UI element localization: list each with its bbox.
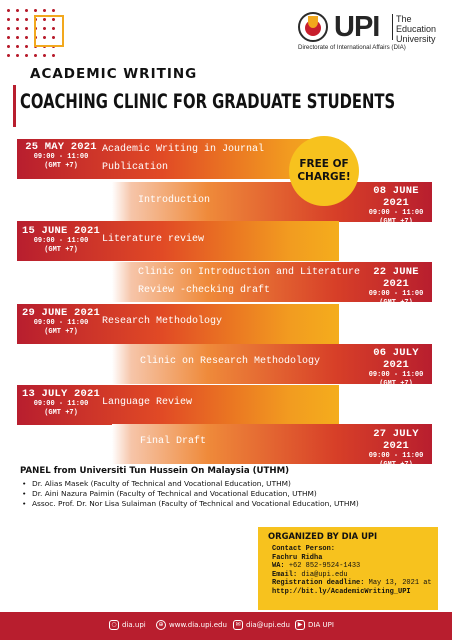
session-date-1: 25 MAY 2021 09:00 - 11:00 (GMT +7) (25, 141, 97, 170)
session-topic-1: Academic Writing in Journal Publication (102, 144, 265, 173)
youtube-icon: ▶ (295, 620, 305, 630)
session-date-2: 08 JUNE 2021 09:00 - 11:00 (GMT +7) (368, 185, 424, 226)
organizer-title: ORGANIZED BY DIA UPI (268, 531, 378, 541)
heading-top: ACADEMIC WRITING (30, 66, 198, 82)
session-date-7: 13 JULY 2021 09:00 - 11:00 (GMT +7) (22, 388, 101, 417)
session-date-3: 15 JUNE 2021 09:00 - 11:00 (GMT +7) (22, 225, 101, 254)
session-topic-4: Clinic on Introduction and Literature Review -checking draft (138, 267, 361, 296)
session-topic-2: Introduction (138, 195, 211, 206)
footer-youtube[interactable]: ▶ DIA UPI (295, 620, 334, 630)
panel-member: • Dr. Aini Nazura Paimin (Faculty of Technical and Vocational Education, UTHM) (20, 489, 440, 499)
heading-main: COACHING CLINIC FOR GRADUATE STUDENTS (20, 90, 396, 113)
footer-website[interactable]: ⊕ www.dia.upi.edu (156, 620, 227, 630)
footer-email[interactable]: ✉ dia@upi.edu (233, 620, 290, 630)
instagram-icon: ○ (109, 620, 119, 630)
session-topic-7: Language Review (102, 397, 193, 408)
session-date-5: 29 JUNE 2021 09:00 - 11:00 (GMT +7) (22, 307, 101, 336)
panel-member: • Dr. Alias Masek (Faculty of Technical and Vocational Education, UTHM) (20, 479, 440, 489)
organizer-details: Contact Person: Fachru Ridha WA: +62 852-9524-1433 Email: dia@upi.edu Registration deadline: May 13, 2021 at http://bit.ly/AcademicWriting_UPI (272, 545, 432, 596)
logo-divider (392, 14, 393, 40)
upi-logo (298, 12, 450, 54)
panel-title: PANEL from Universiti Tun Hussein On Malaysia (UTHM) (20, 466, 290, 476)
logo-subtitle: The Education University (396, 14, 437, 44)
session-topic-5: Research Methodology (102, 316, 223, 327)
free-of-charge-badge: FREE OF CHARGE! (289, 136, 359, 206)
session-date-8: 27 JULY 2021 09:00 - 11:00 (GMT +7) (368, 428, 424, 469)
session-topic-3: Literature review (102, 234, 205, 245)
session-date-4: 22 JUNE 2021 09:00 - 11:00 (GMT +7) (368, 266, 424, 307)
logo-directorate: Directorate of International Affairs (DIA) (298, 44, 406, 51)
mail-icon: ✉ (233, 620, 243, 630)
heading-accent-bar (13, 85, 16, 127)
corner-square-decoration (34, 15, 64, 47)
footer-instagram[interactable]: ○ dia.upi (109, 620, 146, 630)
session-topic-6: Clinic on Research Methodology (140, 356, 321, 367)
footer-bar (0, 612, 452, 640)
organizer-box (258, 527, 438, 610)
session-date-6: 06 JULY 2021 09:00 - 11:00 (GMT +7) (368, 347, 424, 388)
registration-link[interactable]: http://bit.ly/AcademicWriting_UPI (272, 587, 411, 596)
panel-member: • Assoc. Prof. Dr. Nor Lisa Sulaiman (Faculty of Technical and Vocational Education, UTHM) (20, 499, 440, 509)
panel-list (20, 479, 440, 509)
session-topic-8: Final Draft (140, 436, 207, 447)
globe-icon: ⊕ (156, 620, 166, 630)
logo-brand: UPI (334, 11, 380, 43)
upi-emblem-icon (298, 12, 328, 42)
